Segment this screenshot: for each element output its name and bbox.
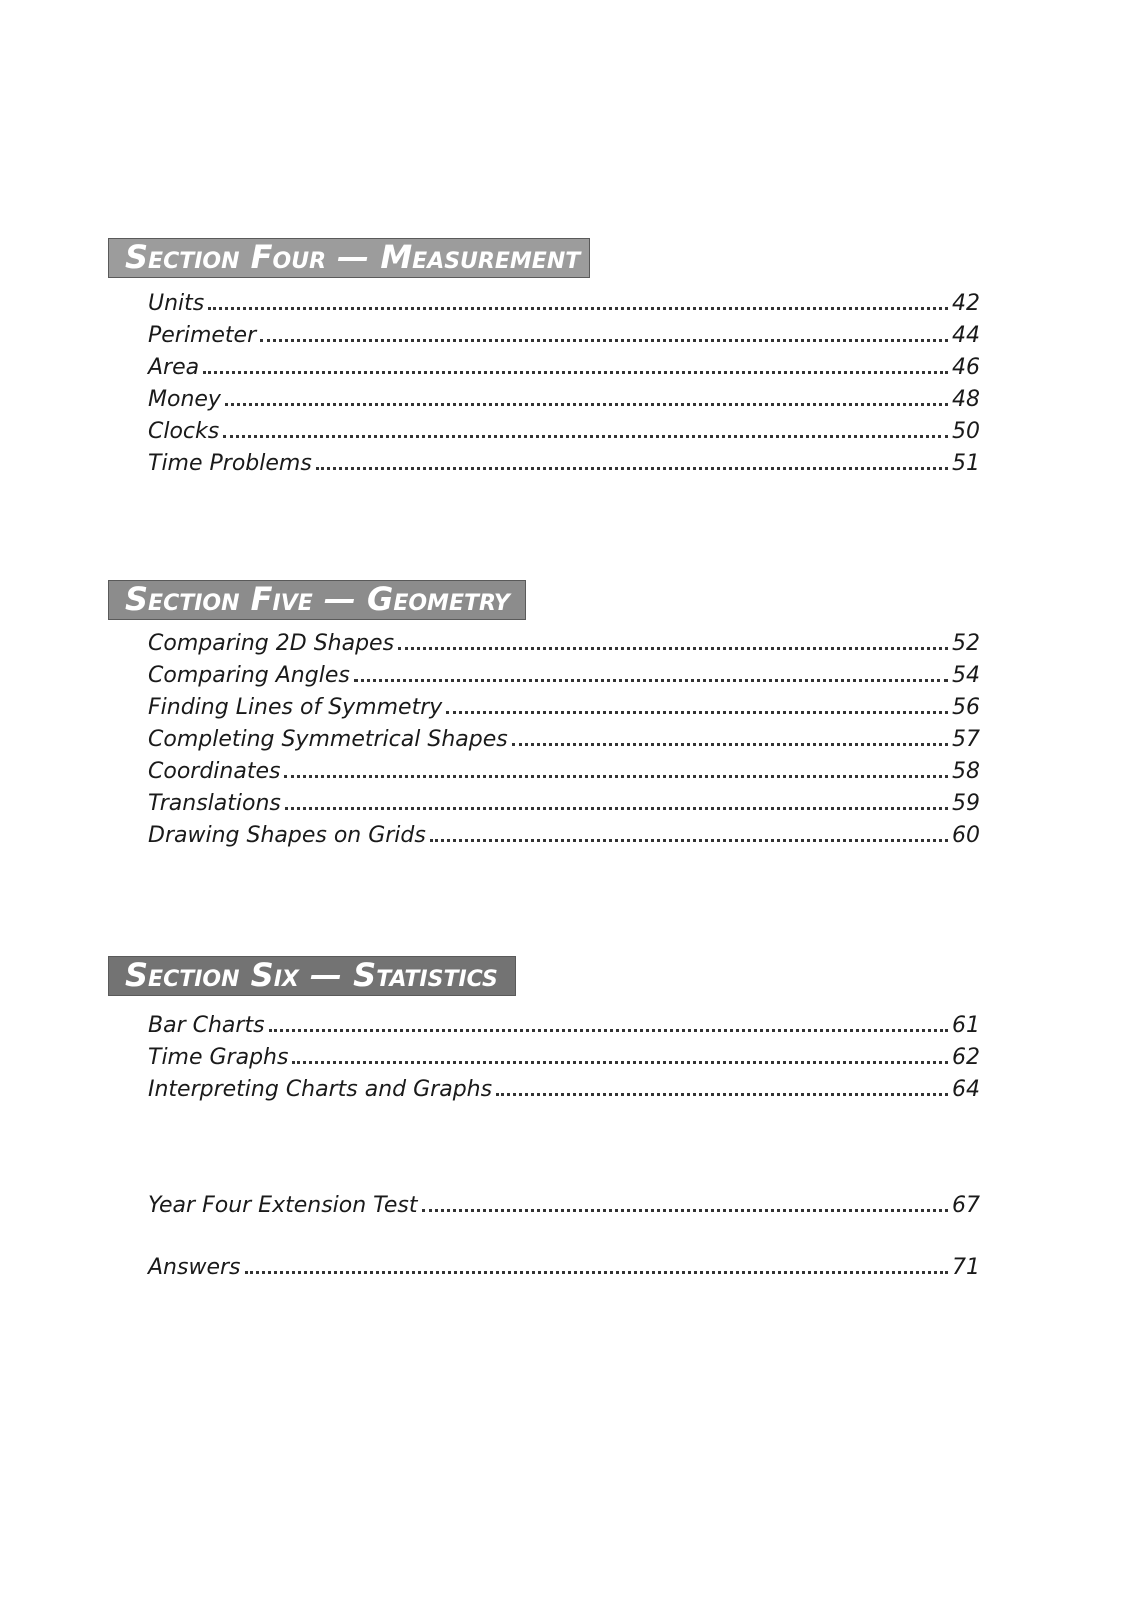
toc-entry[interactable] [148, 692, 980, 724]
toc-entry-title: Finding Lines of Symmetry [148, 695, 443, 720]
toc-entry[interactable] [148, 320, 980, 352]
toc-entry-title: Completing Symmetrical Shapes [148, 727, 508, 752]
toc-entry-page: 54 [952, 663, 980, 688]
toc-entry-page: 44 [952, 323, 980, 348]
toc-entry-title: Time Graphs [148, 1045, 289, 1070]
toc-entry[interactable] [148, 788, 980, 820]
section-five-heading: Section Five — Geometry [108, 580, 526, 620]
dot-leader [316, 467, 948, 470]
toc-entry-page: 42 [952, 291, 980, 316]
toc-entry-page: 57 [952, 727, 980, 752]
toc-entry-page: 60 [952, 823, 980, 848]
toc-entry-page: 51 [952, 451, 980, 476]
section-six-heading: Section Six — Statistics [108, 956, 516, 996]
toc-entry[interactable] [148, 416, 980, 448]
toc-entry-page: 46 [952, 355, 980, 380]
toc-entry-page: 59 [952, 791, 980, 816]
toc-entry-page: 64 [952, 1077, 980, 1102]
toc-entry-page: 58 [952, 759, 980, 784]
toc-entry-page: 56 [952, 695, 980, 720]
toc-entry-title: Comparing 2D Shapes [148, 631, 395, 656]
dot-leader [422, 1209, 948, 1212]
dot-leader [284, 775, 948, 778]
toc-entry[interactable] [148, 1074, 980, 1106]
dot-leader [398, 647, 948, 650]
toc-entry-title: Year Four Extension Test [148, 1193, 418, 1218]
toc-entry[interactable] [148, 1042, 980, 1074]
toc-entry-title: Money [148, 387, 221, 412]
dot-leader [245, 1271, 949, 1274]
toc-entry-title: Area [148, 355, 200, 380]
dot-leader [269, 1029, 948, 1032]
toc-entry-title: Drawing Shapes on Grids [148, 823, 426, 848]
toc-entry-title: Bar Charts [148, 1013, 265, 1038]
toc-entry[interactable] [148, 820, 980, 852]
dot-leader [208, 307, 948, 310]
section-five-contents [148, 628, 980, 852]
toc-entry-title: Coordinates [148, 759, 281, 784]
section-four-contents [148, 288, 980, 480]
dot-leader [225, 403, 948, 406]
toc-entry[interactable] [148, 448, 980, 480]
toc-entry-page: 67 [952, 1193, 980, 1218]
toc-entry-title: Clocks [148, 419, 220, 444]
dot-leader [260, 339, 948, 342]
toc-entry-page: 62 [952, 1045, 980, 1070]
dot-leader [496, 1093, 948, 1096]
section-four-heading: Section Four — Measurement [108, 238, 590, 278]
toc-entry-answers[interactable] [148, 1252, 980, 1284]
toc-entry-page: 48 [952, 387, 980, 412]
dot-leader [292, 1061, 948, 1064]
answers-contents [148, 1252, 980, 1284]
toc-entry-title: Answers [148, 1255, 241, 1280]
toc-entry[interactable] [148, 1010, 980, 1042]
toc-entry-page: 61 [952, 1013, 980, 1038]
dot-leader [512, 743, 948, 746]
toc-entry-page: 50 [952, 419, 980, 444]
toc-entry-title: Time Problems [148, 451, 312, 476]
toc-entry-extension-test[interactable] [148, 1190, 980, 1222]
toc-entry[interactable] [148, 288, 980, 320]
toc-entry-title: Perimeter [148, 323, 257, 348]
dot-leader [354, 679, 948, 682]
toc-entry-page: 52 [952, 631, 980, 656]
section-six-contents [148, 1010, 980, 1106]
toc-entry-title: Translations [148, 791, 281, 816]
toc-entry-title: Units [148, 291, 205, 316]
toc-entry-page: 71 [952, 1255, 980, 1280]
dot-leader [203, 371, 948, 374]
dot-leader [223, 435, 948, 438]
dot-leader [285, 807, 948, 810]
toc-entry[interactable] [148, 352, 980, 384]
toc-entry-title: Interpreting Charts and Graphs [148, 1077, 493, 1102]
toc-entry[interactable] [148, 756, 980, 788]
toc-entry[interactable] [148, 724, 980, 756]
extension-test-contents [148, 1190, 980, 1222]
toc-entry-title: Comparing Angles [148, 663, 350, 688]
toc-entry[interactable] [148, 384, 980, 416]
toc-entry[interactable] [148, 628, 980, 660]
dot-leader [446, 711, 948, 714]
dot-leader [430, 839, 948, 842]
toc-entry[interactable] [148, 660, 980, 692]
